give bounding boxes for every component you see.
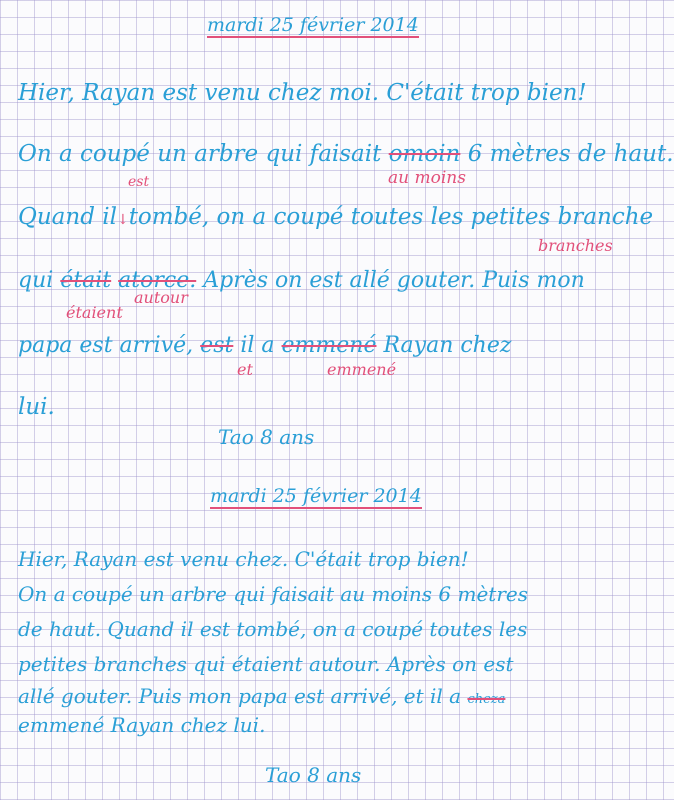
draft-struck-etait: était xyxy=(60,268,112,293)
draft-line-1: Hier, Rayan est venu chez moi. C'était trop bien! xyxy=(18,80,587,106)
final-signature: Tao 8 ans xyxy=(265,763,362,787)
correction-etaient: étaient xyxy=(66,303,123,322)
draft-line-5-end: Rayan chez xyxy=(383,333,512,358)
draft-line-5-start: papa est arrivé, xyxy=(18,333,194,358)
draft-signature: Tao 8 ans xyxy=(218,425,315,449)
draft-struck-est: est xyxy=(200,333,234,358)
final-struck-word: cheza xyxy=(467,692,506,707)
final-line-5-text: allé gouter. Puis mon papa est arrivé, et il a xyxy=(18,684,462,708)
draft-struck-word: omoin xyxy=(388,141,461,167)
draft-line-3-end: tombé, on a coupé toutes les petites branche xyxy=(128,204,654,230)
correction-au-moins: au moins xyxy=(388,168,466,188)
final-line-4: petites branches qui étaient autour. Après on est xyxy=(18,652,514,676)
draft-line-3-start: Quand il xyxy=(18,204,117,230)
insertion-caret: ↓ xyxy=(116,212,129,228)
final-line-1: Hier, Rayan est venu chez. C'était trop bien! xyxy=(18,547,469,571)
draft-line-3 xyxy=(18,206,653,229)
draft-line-5-mid: il a xyxy=(240,333,275,358)
draft-line-4-qui: qui xyxy=(18,268,54,293)
draft-line-2 xyxy=(18,143,674,166)
final-line-5 xyxy=(18,686,505,706)
draft-line-6: lui. xyxy=(18,394,55,420)
final-date: mardi 25 février 2014 xyxy=(210,485,422,507)
draft-line-2-end: 6 mètres de haut. xyxy=(467,141,674,167)
correction-branches: branches xyxy=(538,236,613,255)
correction-emmene: emmené xyxy=(327,360,397,379)
final-line-3: de haut. Quand il est tombé, on a coupé toutes les xyxy=(18,617,528,641)
final-line-2: On a coupé un arbre qui faisait au moins 6 mètres xyxy=(18,582,528,606)
correction-est: est xyxy=(128,174,150,190)
draft-line-5 xyxy=(18,335,511,357)
correction-autour: autour xyxy=(134,288,188,307)
final-line-6: emmené Rayan chez lui. xyxy=(18,713,266,737)
draft-line-4 xyxy=(18,270,585,292)
draft-struck-atorce: atorce. xyxy=(118,268,197,293)
draft-date: mardi 25 février 2014 xyxy=(207,14,419,36)
draft-struck-emmene: emmené xyxy=(281,333,377,358)
correction-et: et xyxy=(237,360,253,379)
draft-line-4-end: Après on est allé gouter. Puis mon xyxy=(203,268,585,293)
draft-line-2-text: On a coupé un arbre qui faisait xyxy=(18,141,382,167)
